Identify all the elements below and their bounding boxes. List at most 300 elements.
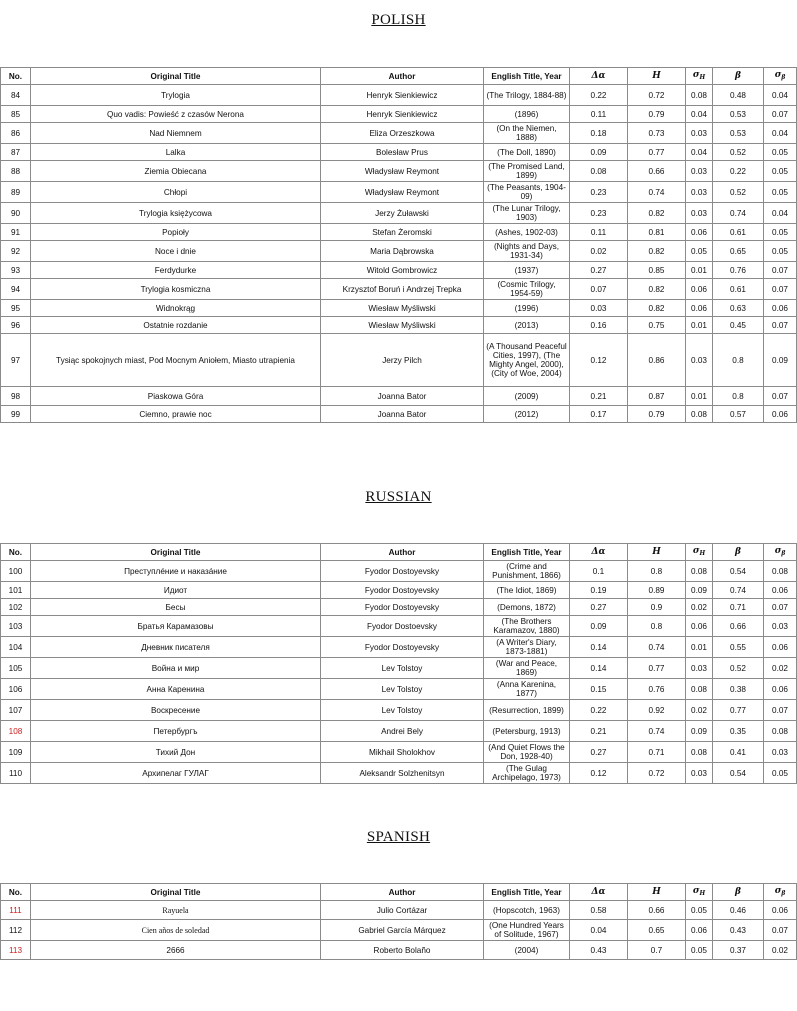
- cell-original: 2666: [31, 941, 321, 960]
- cell-english: (2012): [484, 406, 570, 423]
- cell-no: 105: [1, 658, 31, 679]
- cell-original: Trylogia kosmiczna: [31, 279, 321, 300]
- cell-author: Jerzy Żuławski: [321, 203, 484, 224]
- cell-h: 0.8: [628, 561, 686, 582]
- header-english-title: English Title, Year: [484, 68, 570, 85]
- cell-no: 109: [1, 742, 31, 763]
- cell-b: 0.41: [713, 742, 764, 763]
- cell-b: 0.61: [713, 279, 764, 300]
- cell-original: Piaskowa Góra: [31, 387, 321, 406]
- header-sigma-beta: [764, 544, 797, 561]
- cell-author: Eliza Orzeszkowa: [321, 123, 484, 144]
- cell-english: (The Trilogy, 1884-88): [484, 85, 570, 106]
- cell-sb: 0.04: [764, 203, 797, 224]
- cell-author: Julio Cortázar: [321, 901, 484, 920]
- cell-sb: 0.06: [764, 679, 797, 700]
- cell-no: 101: [1, 582, 31, 599]
- cell-author: Witold Gombrowicz: [321, 262, 484, 279]
- table-row: [1, 241, 797, 262]
- header-h: [628, 544, 686, 561]
- sigma-beta-subscript: β: [781, 74, 786, 81]
- cell-b: 0.53: [713, 106, 764, 123]
- sigma-symbol: σ: [692, 546, 700, 556]
- table-row: [1, 941, 797, 960]
- table-row: [1, 616, 797, 637]
- cell-da: 0.14: [570, 658, 628, 679]
- cell-da: 0.17: [570, 406, 628, 423]
- cell-sh: 0.05: [686, 941, 713, 960]
- cell-sb: 0.05: [764, 763, 797, 784]
- cell-da: 0.03: [570, 300, 628, 317]
- cell-english: (The Lunar Trilogy, 1903): [484, 203, 570, 224]
- cell-english: (2013): [484, 317, 570, 334]
- cell-sb: 0.08: [764, 561, 797, 582]
- russian-table: [0, 543, 797, 784]
- cell-sb: 0.05: [764, 182, 797, 203]
- cell-no: 98: [1, 387, 31, 406]
- table-row: [1, 901, 797, 920]
- cell-no: 100: [1, 561, 31, 582]
- cell-da: 0.18: [570, 123, 628, 144]
- cell-original: Братья Карамазовы: [31, 616, 321, 637]
- cell-english: (The Gulag Archipelago, 1973): [484, 763, 570, 784]
- cell-sh: 0.01: [686, 317, 713, 334]
- cell-no: 97: [1, 334, 31, 387]
- header-no: No.: [1, 884, 31, 901]
- header-original-title: Original Title: [31, 544, 321, 561]
- cell-b: 0.52: [713, 658, 764, 679]
- cell-sh: 0.01: [686, 387, 713, 406]
- cell-author: Aleksandr Solzhenitsyn: [321, 763, 484, 784]
- cell-english: (Cosmic Trilogy, 1954-59): [484, 279, 570, 300]
- cell-author: Fyodor Dostoyevsky: [321, 561, 484, 582]
- table-row: [1, 279, 797, 300]
- cell-no: 92: [1, 241, 31, 262]
- cell-h: 0.82: [628, 241, 686, 262]
- cell-sh: 0.06: [686, 300, 713, 317]
- cell-author: Wiesław Myśliwski: [321, 317, 484, 334]
- cell-da: 0.09: [570, 616, 628, 637]
- cell-sb: 0.09: [764, 334, 797, 387]
- cell-english: (The Promised Land, 1899): [484, 161, 570, 182]
- cell-author: Fyodor Dostoevsky: [321, 616, 484, 637]
- cell-english: (1896): [484, 106, 570, 123]
- cell-sb: 0.07: [764, 262, 797, 279]
- cell-sh: 0.03: [686, 334, 713, 387]
- cell-b: 0.54: [713, 763, 764, 784]
- cell-sb: 0.05: [764, 144, 797, 161]
- cell-english: (1937): [484, 262, 570, 279]
- cell-b: 0.74: [713, 203, 764, 224]
- cell-b: 0.48: [713, 85, 764, 106]
- cell-english: (A Thousand Peaceful Cities, 1997), (The Mighty Angel, 2000), (City of Woe, 2004): [484, 334, 570, 387]
- table-row: [1, 721, 797, 742]
- cell-no: 94: [1, 279, 31, 300]
- cell-author: Henryk Sienkiewicz: [321, 106, 484, 123]
- cell-sb: 0.02: [764, 941, 797, 960]
- header-original-title: Original Title: [31, 884, 321, 901]
- cell-english: (Crime and Punishment, 1866): [484, 561, 570, 582]
- cell-original: Chłopi: [31, 182, 321, 203]
- cell-b: 0.38: [713, 679, 764, 700]
- cell-h: 0.86: [628, 334, 686, 387]
- header-sigma-beta: [764, 68, 797, 85]
- table-row: [1, 658, 797, 679]
- cell-author: Władysław Reymont: [321, 161, 484, 182]
- cell-no: 90: [1, 203, 31, 224]
- cell-original: Nad Niemnem: [31, 123, 321, 144]
- cell-b: 0.71: [713, 599, 764, 616]
- cell-original: Идиот: [31, 582, 321, 599]
- h-symbol: H: [652, 887, 661, 897]
- table-row: [1, 387, 797, 406]
- cell-sb: 0.06: [764, 406, 797, 423]
- cell-h: 0.73: [628, 123, 686, 144]
- cell-da: 0.12: [570, 334, 628, 387]
- cell-original: Тихий Дон: [31, 742, 321, 763]
- cell-sh: 0.03: [686, 658, 713, 679]
- cell-da: 0.21: [570, 721, 628, 742]
- cell-sb: 0.03: [764, 616, 797, 637]
- cell-da: 0.27: [570, 599, 628, 616]
- cell-english: (On the Niemen, 1888): [484, 123, 570, 144]
- cell-h: 0.87: [628, 387, 686, 406]
- cell-english: (One Hundred Years of Solitude, 1967): [484, 920, 570, 941]
- cell-sh: 0.08: [686, 561, 713, 582]
- header-original-title: Original Title: [31, 68, 321, 85]
- cell-da: 0.43: [570, 941, 628, 960]
- sigma-h-subscript: H: [699, 74, 706, 81]
- cell-english: (Petersburg, 1913): [484, 721, 570, 742]
- cell-sh: 0.02: [686, 599, 713, 616]
- cell-no: 87: [1, 144, 31, 161]
- cell-h: 0.82: [628, 300, 686, 317]
- table-row: [1, 406, 797, 423]
- h-symbol: H: [652, 547, 661, 557]
- cell-h: 0.66: [628, 901, 686, 920]
- cell-no: 107: [1, 700, 31, 721]
- cell-english: (Demons, 1872): [484, 599, 570, 616]
- cell-author: Fyodor Dostoyevsky: [321, 582, 484, 599]
- cell-sb: 0.03: [764, 742, 797, 763]
- cell-b: 0.46: [713, 901, 764, 920]
- cell-da: 0.04: [570, 920, 628, 941]
- cell-no: 91: [1, 224, 31, 241]
- cell-h: 0.81: [628, 224, 686, 241]
- cell-h: 0.74: [628, 721, 686, 742]
- cell-original: Quo vadis: Powieść z czasów Nerona: [31, 106, 321, 123]
- cell-b: 0.35: [713, 721, 764, 742]
- header-sigma-h: [686, 68, 713, 85]
- header-delta-alpha: [570, 544, 628, 561]
- cell-sh: 0.06: [686, 920, 713, 941]
- sigma-symbol: σ: [692, 70, 700, 80]
- table-row: [1, 637, 797, 658]
- cell-no: 111: [1, 901, 31, 920]
- cell-b: 0.61: [713, 224, 764, 241]
- sigma-h-subscript: H: [699, 550, 706, 557]
- header-delta-alpha: [570, 884, 628, 901]
- cell-original: Бесы: [31, 599, 321, 616]
- cell-author: Henryk Sienkiewicz: [321, 85, 484, 106]
- section-title-russian: RUSSIAN: [365, 489, 432, 505]
- cell-da: 0.12: [570, 763, 628, 784]
- sigma-symbol: σ: [692, 886, 700, 896]
- header-english-title: English Title, Year: [484, 884, 570, 901]
- cell-sh: 0.03: [686, 161, 713, 182]
- cell-b: 0.52: [713, 182, 764, 203]
- cell-da: 0.08: [570, 161, 628, 182]
- cell-sh: 0.02: [686, 700, 713, 721]
- cell-da: 0.11: [570, 106, 628, 123]
- sigma-symbol: σ: [774, 70, 782, 80]
- header-no: No.: [1, 68, 31, 85]
- cell-b: 0.63: [713, 300, 764, 317]
- cell-author: Gabriel García Márquez: [321, 920, 484, 941]
- cell-da: 0.19: [570, 582, 628, 599]
- cell-original: Widnokrąg: [31, 300, 321, 317]
- cell-original: Trylogia: [31, 85, 321, 106]
- cell-english: (And Quiet Flows the Don, 1928-40): [484, 742, 570, 763]
- cell-h: 0.79: [628, 406, 686, 423]
- cell-da: 0.58: [570, 901, 628, 920]
- cell-da: 0.27: [570, 742, 628, 763]
- cell-original: Архипелаг ГУЛАГ: [31, 763, 321, 784]
- cell-da: 0.1: [570, 561, 628, 582]
- sigma-symbol: σ: [774, 886, 782, 896]
- cell-da: 0.09: [570, 144, 628, 161]
- cell-sb: 0.06: [764, 637, 797, 658]
- cell-h: 0.9: [628, 599, 686, 616]
- cell-sb: 0.07: [764, 387, 797, 406]
- cell-sb: 0.06: [764, 582, 797, 599]
- cell-author: Joanna Bator: [321, 387, 484, 406]
- cell-author: Stefan Żeromski: [321, 224, 484, 241]
- cell-no: 104: [1, 637, 31, 658]
- cell-b: 0.54: [713, 561, 764, 582]
- cell-sh: 0.08: [686, 85, 713, 106]
- sigma-symbol: σ: [774, 546, 782, 556]
- sigma-beta-subscript: β: [781, 890, 786, 897]
- cell-no: 88: [1, 161, 31, 182]
- cell-english: (2009): [484, 387, 570, 406]
- cell-english: (War and Peace, 1869): [484, 658, 570, 679]
- cell-h: 0.72: [628, 763, 686, 784]
- sigma-h-subscript: H: [699, 890, 706, 897]
- cell-english: (2004): [484, 941, 570, 960]
- cell-english: (1996): [484, 300, 570, 317]
- section-title-spanish: SPANISH: [366, 829, 431, 845]
- cell-b: 0.8: [713, 387, 764, 406]
- cell-h: 0.74: [628, 637, 686, 658]
- cell-english: (The Idiot, 1869): [484, 582, 570, 599]
- cell-no: 102: [1, 599, 31, 616]
- cell-sh: 0.03: [686, 123, 713, 144]
- header-beta: [713, 544, 764, 561]
- cell-sh: 0.05: [686, 901, 713, 920]
- cell-h: 0.65: [628, 920, 686, 941]
- cell-english: (A Writer's Diary, 1873-1881): [484, 637, 570, 658]
- cell-da: 0.11: [570, 224, 628, 241]
- cell-original: Дневник писателя: [31, 637, 321, 658]
- cell-sb: 0.07: [764, 317, 797, 334]
- cell-sh: 0.09: [686, 721, 713, 742]
- cell-sh: 0.05: [686, 241, 713, 262]
- header-beta: [713, 68, 764, 85]
- cell-sh: 0.01: [686, 637, 713, 658]
- cell-author: Władysław Reymont: [321, 182, 484, 203]
- cell-b: 0.77: [713, 700, 764, 721]
- cell-sh: 0.06: [686, 279, 713, 300]
- cell-original: Петербургъ: [31, 721, 321, 742]
- cell-sb: 0.07: [764, 700, 797, 721]
- cell-h: 0.71: [628, 742, 686, 763]
- cell-da: 0.07: [570, 279, 628, 300]
- table-row: [1, 203, 797, 224]
- cell-original: Преступлéние и наказáние: [31, 561, 321, 582]
- header-sigma-beta: [764, 884, 797, 901]
- cell-no: 89: [1, 182, 31, 203]
- table-row: [1, 144, 797, 161]
- header-english-title: English Title, Year: [484, 544, 570, 561]
- cell-original: Trylogia księżycowa: [31, 203, 321, 224]
- cell-original: Ziemia Obiecana: [31, 161, 321, 182]
- cell-english: (Resurrection, 1899): [484, 700, 570, 721]
- table-row: [1, 161, 797, 182]
- cell-sh: 0.09: [686, 582, 713, 599]
- cell-sh: 0.08: [686, 406, 713, 423]
- header-sigma-h: [686, 884, 713, 901]
- table-row: [1, 317, 797, 334]
- header-no: No.: [1, 544, 31, 561]
- cell-sh: 0.06: [686, 616, 713, 637]
- cell-da: 0.27: [570, 262, 628, 279]
- cell-sb: 0.05: [764, 161, 797, 182]
- cell-b: 0.43: [713, 920, 764, 941]
- cell-english: (Nights and Days, 1931-34): [484, 241, 570, 262]
- cell-author: Lev Tolstoy: [321, 658, 484, 679]
- cell-h: 0.92: [628, 700, 686, 721]
- cell-sh: 0.04: [686, 144, 713, 161]
- table-row: [1, 582, 797, 599]
- cell-sb: 0.08: [764, 721, 797, 742]
- cell-h: 0.85: [628, 262, 686, 279]
- cell-b: 0.76: [713, 262, 764, 279]
- cell-da: 0.21: [570, 387, 628, 406]
- cell-original: Rayuela: [31, 901, 321, 920]
- cell-author: Bolesław Prus: [321, 144, 484, 161]
- table-row: [1, 262, 797, 279]
- cell-english: (Anna Karenina, 1877): [484, 679, 570, 700]
- table-row: [1, 123, 797, 144]
- table-row: [1, 85, 797, 106]
- cell-b: 0.8: [713, 334, 764, 387]
- cell-original: Noce i dnie: [31, 241, 321, 262]
- sigma-beta-subscript: β: [781, 550, 786, 557]
- cell-sh: 0.06: [686, 224, 713, 241]
- cell-da: 0.02: [570, 241, 628, 262]
- cell-no: 103: [1, 616, 31, 637]
- cell-h: 0.72: [628, 85, 686, 106]
- cell-no: 84: [1, 85, 31, 106]
- cell-sh: 0.08: [686, 679, 713, 700]
- cell-no: 93: [1, 262, 31, 279]
- cell-author: Andrei Bely: [321, 721, 484, 742]
- cell-english: (The Peasants, 1904-09): [484, 182, 570, 203]
- header-author: Author: [321, 68, 484, 85]
- table-row: [1, 106, 797, 123]
- cell-h: 0.77: [628, 144, 686, 161]
- cell-da: 0.22: [570, 700, 628, 721]
- cell-original: Cien años de soledad: [31, 920, 321, 941]
- header-author: Author: [321, 884, 484, 901]
- cell-h: 0.76: [628, 679, 686, 700]
- table-row: [1, 182, 797, 203]
- cell-english: (Hopscotch, 1963): [484, 901, 570, 920]
- table-row: [1, 334, 797, 387]
- cell-b: 0.66: [713, 616, 764, 637]
- cell-da: 0.22: [570, 85, 628, 106]
- cell-sh: 0.08: [686, 742, 713, 763]
- cell-sh: 0.04: [686, 106, 713, 123]
- header-beta: [713, 884, 764, 901]
- cell-author: Wiesław Myśliwski: [321, 300, 484, 317]
- cell-no: 99: [1, 406, 31, 423]
- table-row: [1, 742, 797, 763]
- cell-da: 0.14: [570, 637, 628, 658]
- table-row: [1, 679, 797, 700]
- section-title-polish: POLISH: [371, 12, 426, 28]
- cell-b: 0.45: [713, 317, 764, 334]
- cell-english: (The Brothers Karamazov, 1880): [484, 616, 570, 637]
- table-row: [1, 920, 797, 941]
- table-row: [1, 561, 797, 582]
- cell-h: 0.89: [628, 582, 686, 599]
- cell-english: (Ashes, 1902-03): [484, 224, 570, 241]
- cell-sh: 0.03: [686, 763, 713, 784]
- cell-author: Mikhail Sholokhov: [321, 742, 484, 763]
- polish-table: [0, 67, 797, 423]
- table-header-row: [1, 884, 797, 901]
- header-h: [628, 68, 686, 85]
- cell-b: 0.57: [713, 406, 764, 423]
- cell-b: 0.37: [713, 941, 764, 960]
- cell-original: Ostatnie rozdanie: [31, 317, 321, 334]
- cell-h: 0.75: [628, 317, 686, 334]
- cell-sb: 0.06: [764, 300, 797, 317]
- cell-english: (The Doll, 1890): [484, 144, 570, 161]
- beta-symbol: β: [735, 887, 741, 897]
- cell-no: 95: [1, 300, 31, 317]
- cell-author: Roberto Bolaño: [321, 941, 484, 960]
- delta-alpha-symbol: Δα: [591, 71, 606, 81]
- cell-original: Воскресение: [31, 700, 321, 721]
- cell-author: Fyodor Dostoyevsky: [321, 637, 484, 658]
- cell-no: 110: [1, 763, 31, 784]
- cell-author: Joanna Bator: [321, 406, 484, 423]
- cell-da: 0.16: [570, 317, 628, 334]
- cell-h: 0.7: [628, 941, 686, 960]
- cell-sh: 0.03: [686, 203, 713, 224]
- cell-sh: 0.01: [686, 262, 713, 279]
- cell-b: 0.52: [713, 144, 764, 161]
- cell-original: Lalka: [31, 144, 321, 161]
- cell-da: 0.23: [570, 182, 628, 203]
- cell-author: Maria Dąbrowska: [321, 241, 484, 262]
- cell-sb: 0.07: [764, 920, 797, 941]
- table-row: [1, 300, 797, 317]
- cell-no: 85: [1, 106, 31, 123]
